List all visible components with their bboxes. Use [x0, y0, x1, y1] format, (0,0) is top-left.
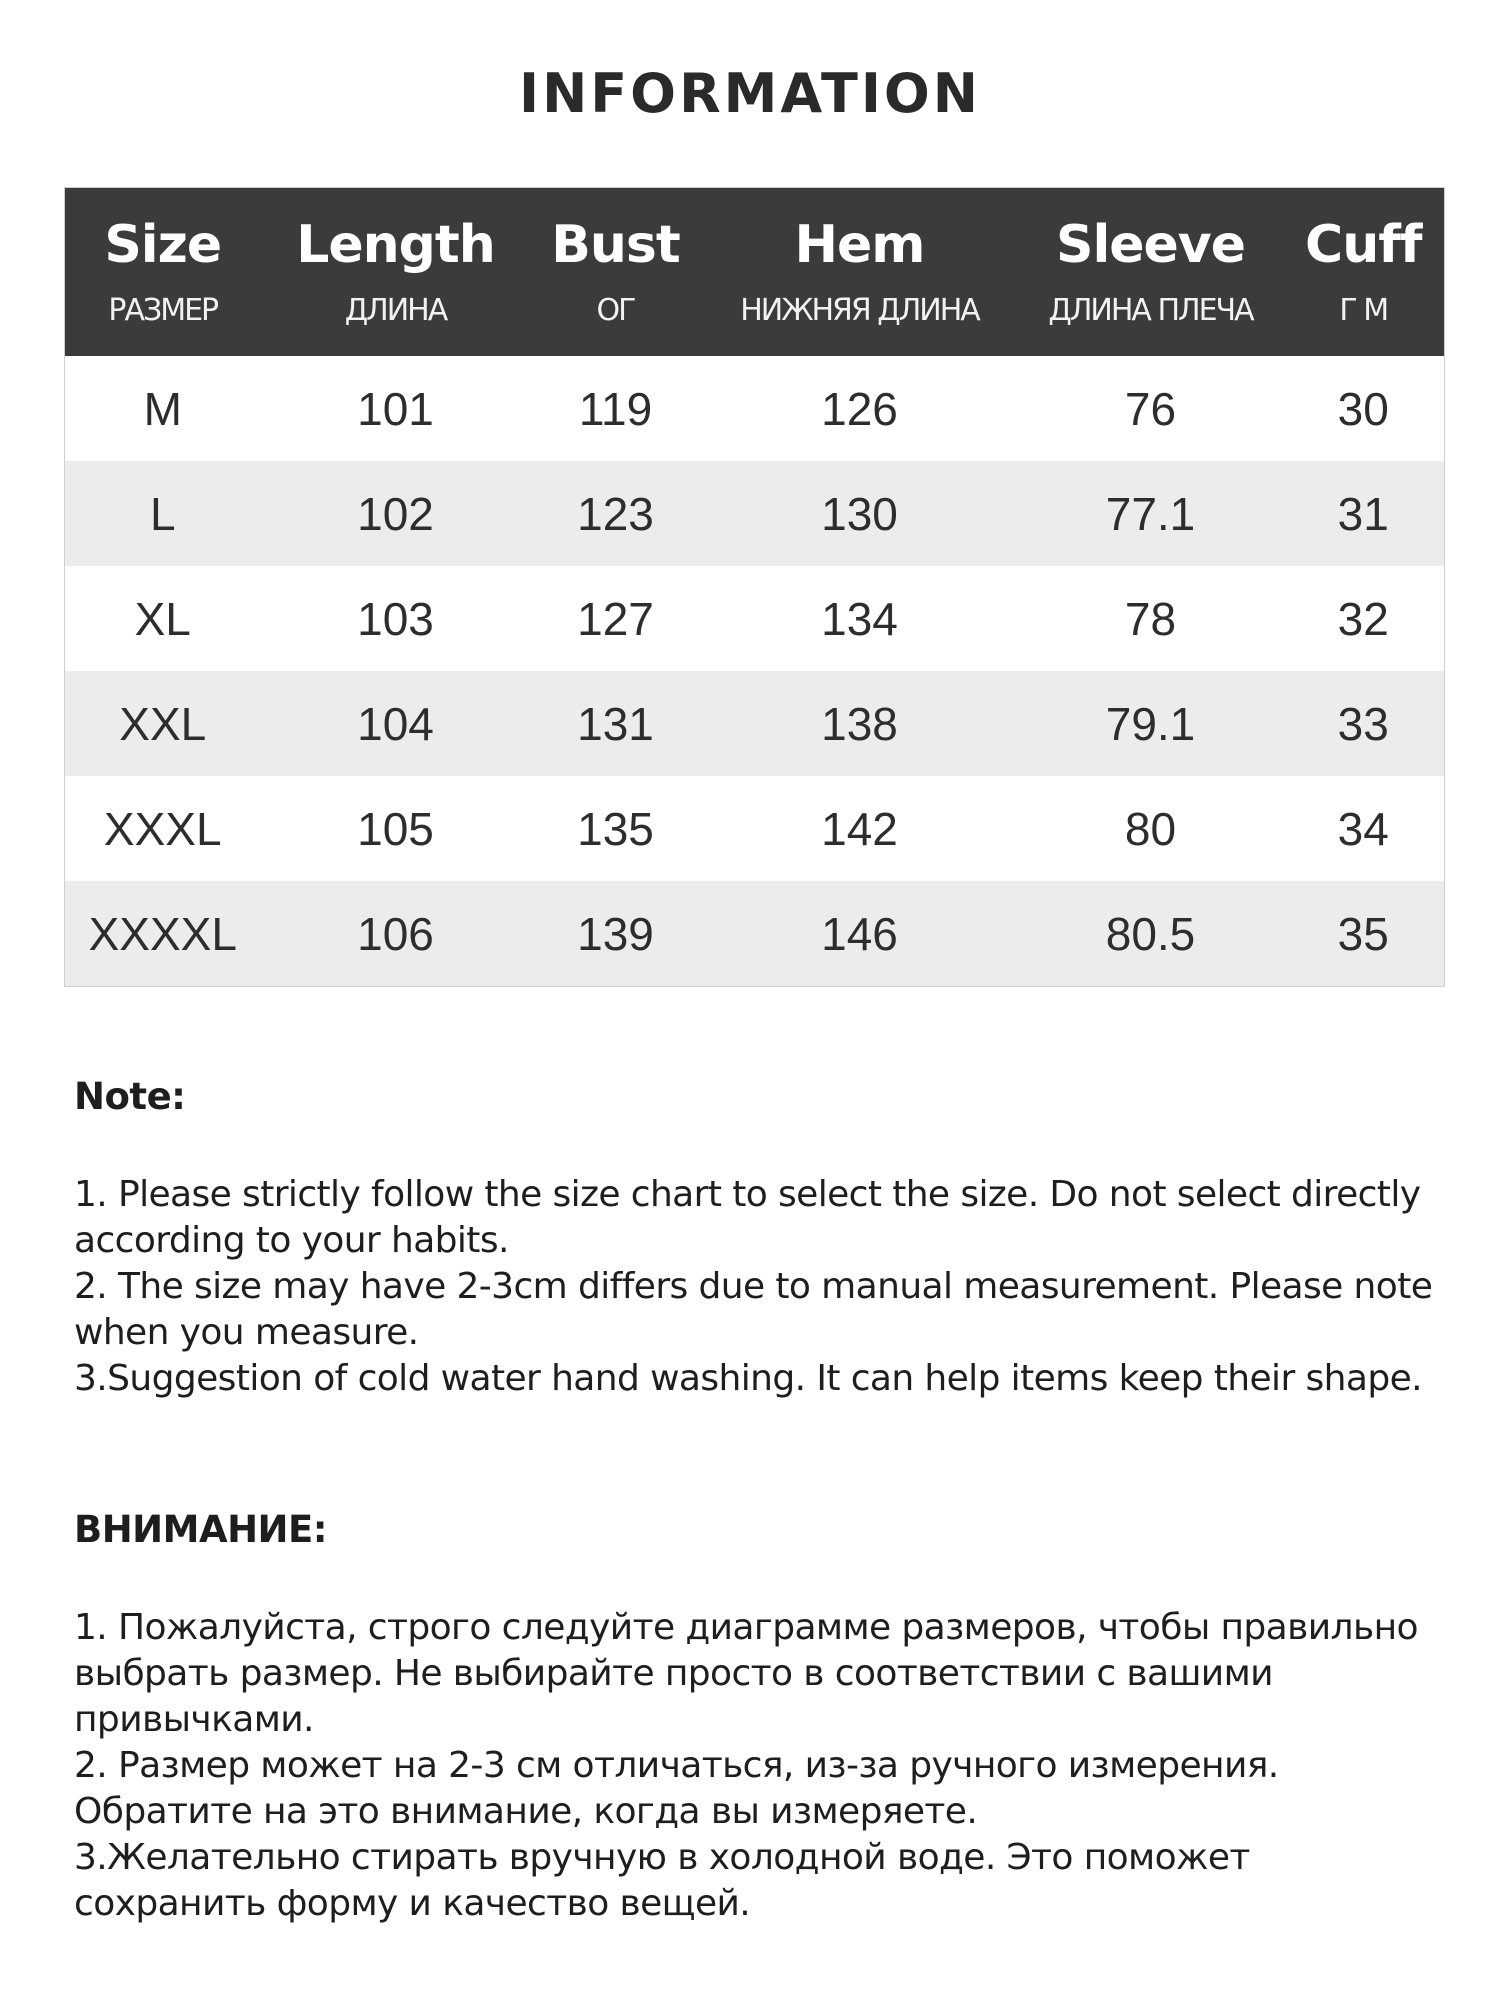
size-cell: L — [65, 461, 261, 566]
length-cell: 102 — [261, 461, 531, 566]
page-title: INFORMATION — [518, 62, 982, 125]
sleeve-cell: 77.1 — [1019, 461, 1283, 566]
cuff-cell: 30 — [1283, 356, 1445, 461]
hem-cell: 146 — [701, 881, 1019, 987]
length-cell: 105 — [261, 776, 531, 881]
english-note-section — [74, 1075, 1434, 1402]
size-chart-table — [64, 187, 1445, 987]
column-header-label: Length — [296, 215, 495, 275]
table-row — [65, 776, 1445, 881]
column-header-length — [261, 188, 531, 357]
hem-cell: 126 — [701, 356, 1019, 461]
bust-cell: 135 — [531, 776, 701, 881]
note-item: 1. Пожалуйста, строго следуйте диаграмме размеров, чтобы правильно выбрать размер. Не выбирайте просто в соответствии с вашими привычками. — [74, 1607, 1418, 1740]
note-list — [74, 1605, 1434, 1927]
column-header-sublabel: НИЖНЯЯ ДЛИНА — [740, 293, 979, 328]
cuff-cell: 33 — [1283, 671, 1445, 776]
sleeve-cell: 79.1 — [1019, 671, 1283, 776]
note-heading: Note: — [74, 1075, 186, 1118]
note-item: 2. The size may have 2-3cm differs due to manual measurement. Please note when you measure. — [74, 1266, 1433, 1353]
column-header-sublabel: РАЗМЕР — [108, 293, 218, 328]
length-cell: 106 — [261, 881, 531, 987]
table-row — [65, 881, 1445, 987]
length-cell: 101 — [261, 356, 531, 461]
cuff-cell: 35 — [1283, 881, 1445, 987]
column-header-sublabel: ОГ — [596, 293, 635, 328]
column-header-label: Sleeve — [1056, 215, 1245, 275]
column-header-sublabel: ДЛИНА ПЛЕЧА — [1048, 293, 1253, 328]
length-cell: 104 — [261, 671, 531, 776]
column-header-sublabel: Г М — [1339, 293, 1388, 328]
sleeve-cell: 78 — [1019, 566, 1283, 671]
table-header-row — [65, 188, 1445, 357]
hem-cell: 138 — [701, 671, 1019, 776]
table-row — [65, 566, 1445, 671]
column-header-label: Cuff — [1305, 215, 1422, 275]
cuff-cell: 34 — [1283, 776, 1445, 881]
bust-cell: 127 — [531, 566, 701, 671]
note-item: 2. Размер может на 2-3 см отличаться, из-за ручного измерения. Обратите на это внимание, когда вы измеряете. — [74, 1745, 1279, 1832]
russian-note-section — [74, 1508, 1434, 1927]
column-header-size — [65, 188, 261, 357]
cuff-cell: 31 — [1283, 461, 1445, 566]
size-cell: XXXL — [65, 776, 261, 881]
column-header-bust — [531, 188, 701, 357]
length-cell: 103 — [261, 566, 531, 671]
note-list — [74, 1172, 1434, 1402]
sleeve-cell: 76 — [1019, 356, 1283, 461]
hem-cell: 134 — [701, 566, 1019, 671]
bust-cell: 131 — [531, 671, 701, 776]
bust-cell: 139 — [531, 881, 701, 987]
size-cell: M — [65, 356, 261, 461]
column-header-label: Size — [104, 215, 222, 275]
size-cell: XXXXL — [65, 881, 261, 987]
sleeve-cell: 80 — [1019, 776, 1283, 881]
table-row — [65, 671, 1445, 776]
sleeve-cell: 80.5 — [1019, 881, 1283, 987]
column-header-label: Hem — [794, 215, 925, 275]
hem-cell: 130 — [701, 461, 1019, 566]
column-header-hem — [701, 188, 1019, 357]
hem-cell: 142 — [701, 776, 1019, 881]
cuff-cell: 32 — [1283, 566, 1445, 671]
table-row — [65, 461, 1445, 566]
bust-cell: 123 — [531, 461, 701, 566]
column-header-label: Bust — [551, 215, 680, 275]
note-item: 3.Suggestion of cold water hand washing. It can help items keep their shape. — [74, 1358, 1422, 1399]
note-heading: ВНИМАНИЕ: — [74, 1508, 328, 1551]
table-row — [65, 356, 1445, 461]
column-header-sublabel: ДЛИНА — [344, 293, 447, 328]
size-cell: XXL — [65, 671, 261, 776]
note-item: 3.Желательно стирать вручную в холодной воде. Это поможет сохранить форму и качество вещей. — [74, 1837, 1250, 1924]
note-item: 1. Please strictly follow the size chart to select the size. Do not select directly according to your habits. — [74, 1174, 1421, 1261]
column-header-sleeve — [1019, 188, 1283, 357]
column-header-cuff — [1283, 188, 1445, 357]
size-cell: XL — [65, 566, 261, 671]
bust-cell: 119 — [531, 356, 701, 461]
